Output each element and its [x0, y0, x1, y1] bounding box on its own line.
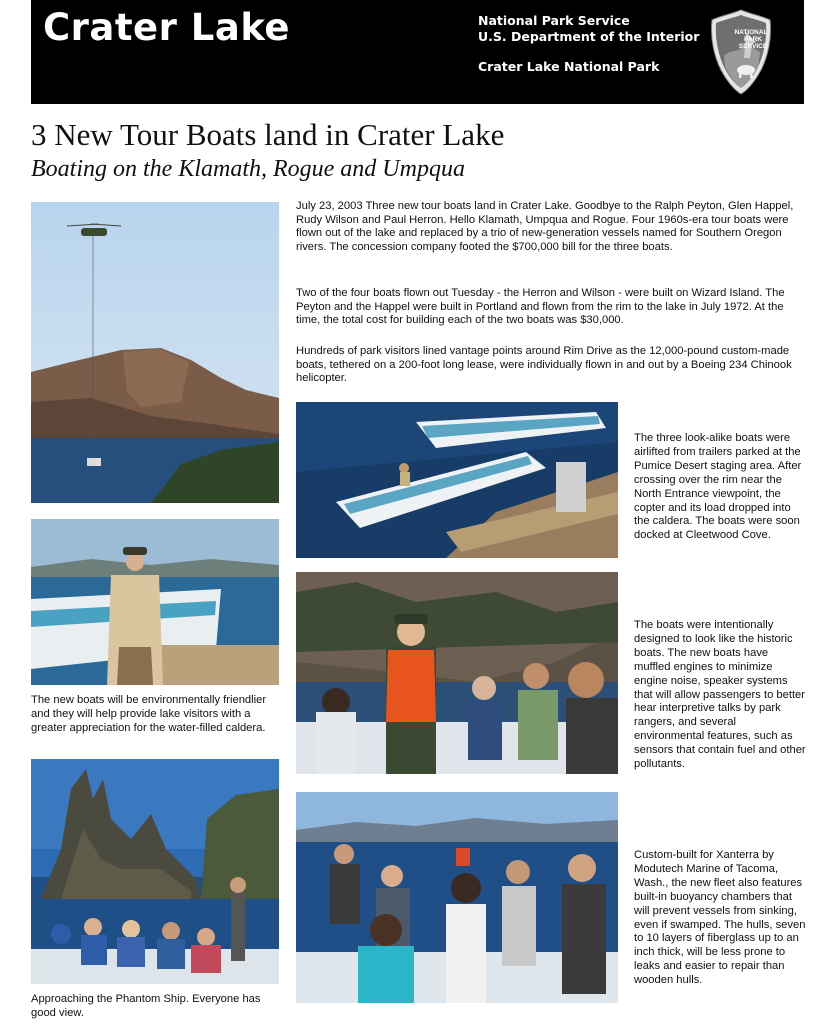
- ranger-life-vest-photo: [296, 572, 618, 774]
- agency-name: National Park Service: [478, 13, 630, 28]
- article-subheadline: Boating on the Klamath, Rogue and Umpqua: [31, 156, 465, 182]
- department-name: U.S. Department of the Interior: [478, 29, 700, 44]
- nps-arrowhead-logo: [706, 8, 776, 96]
- article-headline: 3 New Tour Boats land in Crater Lake: [31, 117, 505, 152]
- ranger-on-boat-photo: [31, 519, 279, 685]
- caption-custom-built: Custom-built for Xanterra by Modutech Marine of Tacoma, Wash., the new fleet also features built-in buoyancy chambers that will prevent vessels from sinking, even if swamped. The hulls, seven to 10 layers of fiberglass up to an inch thick, will be less prone to leaks and easier to repair than wooden hulls.: [634, 849, 806, 987]
- emblem-text-park: PARK: [744, 36, 762, 43]
- caption-phantom-ship: Approaching the Phantom Ship. Everyone has good view.: [31, 993, 261, 1019]
- phantom-ship-photo: [31, 759, 279, 984]
- article-paragraph: July 23, 2003 Three new tour boats land in Crater Lake. Goodbye to the Ralph Peyton, Glen Happel, Rudy Wilson and Paul Herron. Hello Klamath, Umpqua and Rogue. Four 1960s-era tour boats were flown out of the lake and replaced by a trio of new-generation vessels named for Southern Oregon rivers. The concession company footed the $700,000 bill for the three boats.: [296, 200, 794, 253]
- emblem-text-national: NATIONAL: [734, 29, 768, 36]
- helicopter-over-caldera-photo: [31, 202, 279, 503]
- caption-airlift: The three look-alike boats were airlifted from trailers parked at the Pumice Desert staging area. After crossing over the rim near the North Entrance viewpoint, the copter and its load dropped into the caldera. The boats were soon docked at Cleetwood Cove.: [634, 432, 802, 542]
- emblem-text-service: SERVICE: [738, 43, 768, 50]
- docked-boats-photo: [296, 402, 618, 558]
- passengers-on-lake-photo: [296, 792, 618, 1003]
- caption-environment: The new boats will be environmentally friendlier and they will help provide lake visitors with a greater appreciation for the water-filled caldera.: [31, 694, 267, 734]
- article-paragraph: Hundreds of park visitors lined vantage points around Rim Drive as the 12,000-pound custom-made boats, tethered on a 200-foot long lease, were individually flown in and out by a Boeing 234 Chinook helicopter.: [296, 345, 792, 385]
- caption-design: The boats were intentionally designed to look like the historic boats. The new boats have muffled engines to minimize engine noise, speaker systems that will allow passengers to better hear interpretive talks by park rangers, and several environmental features, such as sensors that contain fuel and other pollutants.: [634, 619, 806, 771]
- site-title: Crater Lake: [43, 6, 291, 49]
- article-paragraph: Two of the four boats flown out Tuesday - the Herron and Wilson - were built on Wizard Island. The Peyton and the Happel were built in Portland and flown from the rim to the lake in July 1972. At the time, the total cost for building each of the two boats was $30,000.: [296, 287, 785, 327]
- park-name: Crater Lake National Park: [478, 59, 660, 74]
